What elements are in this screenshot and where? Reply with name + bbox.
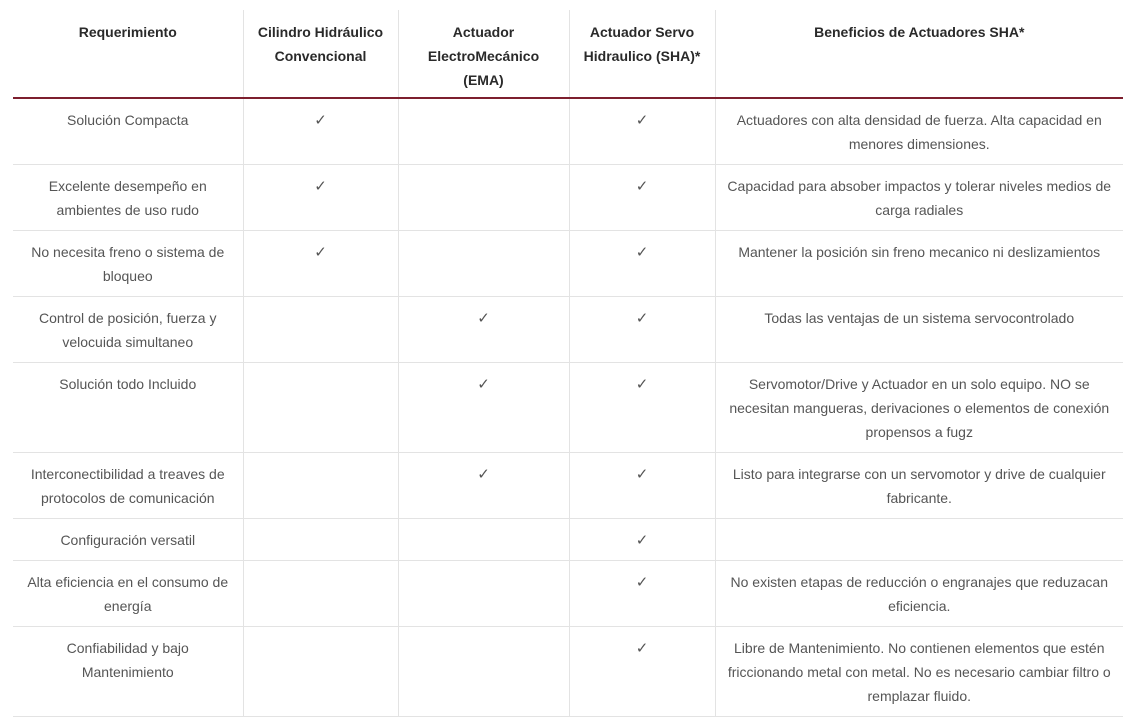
cell-benefit: Listo para integrarse con un servomotor y drive de cualquier fabricante. [715, 453, 1123, 519]
check-icon-cilindro [243, 297, 398, 363]
check-icon-sha: ✓ [569, 231, 715, 297]
check-icon-sha: ✓ [569, 561, 715, 627]
table-row [13, 561, 1123, 627]
check-icon-sha: ✓ [569, 627, 715, 717]
header-requerimiento: Requerimiento [13, 10, 243, 98]
check-icon-cilindro [243, 627, 398, 717]
cell-requirement: Excelente desempeño en ambientes de uso rudo [13, 165, 243, 231]
cell-requirement: Configuración versatil [13, 519, 243, 561]
check-icon-cilindro [243, 453, 398, 519]
table-row [13, 297, 1123, 363]
check-icon-cilindro [243, 519, 398, 561]
header-actuador-sha: Actuador Servo Hidraulico (SHA)* [569, 10, 715, 98]
cell-benefit: Servomotor/Drive y Actuador en un solo equipo. NO se necesitan mangueras, derivaciones o elementos de conexión propensos a fugz [715, 363, 1123, 453]
check-icon-sha: ✓ [569, 363, 715, 453]
cell-requirement: Confiabilidad y bajo Mantenimiento [13, 627, 243, 717]
cell-benefit: Todas las ventajas de un sistema servocontrolado [715, 297, 1123, 363]
table-row [13, 363, 1123, 453]
check-icon-cilindro [243, 561, 398, 627]
cell-requirement: Interconectibilidad a treaves de protocolos de comunicación [13, 453, 243, 519]
table-row [13, 453, 1123, 519]
header-row [13, 10, 1123, 98]
table-row [13, 627, 1123, 717]
cell-benefit: No existen etapas de reducción o engranajes que reduzacan eficiencia. [715, 561, 1123, 627]
cell-benefit [715, 519, 1123, 561]
table-body [13, 98, 1123, 717]
cell-requirement: Alta eficiencia en el consumo de energía [13, 561, 243, 627]
cell-benefit: Actuadores con alta densidad de fuerza. Alta capacidad en menores dimensiones. [715, 98, 1123, 165]
check-icon-ema [398, 98, 569, 165]
cell-requirement: No necesita freno o sistema de bloqueo [13, 231, 243, 297]
check-icon-sha: ✓ [569, 453, 715, 519]
check-icon-ema [398, 519, 569, 561]
check-icon-ema: ✓ [398, 297, 569, 363]
cell-requirement: Solución todo Incluido [13, 363, 243, 453]
check-icon-ema [398, 231, 569, 297]
cell-requirement: Control de posición, fuerza y velocuida simultaneo [13, 297, 243, 363]
check-icon-ema [398, 627, 569, 717]
cell-benefit: Mantener la posición sin freno mecanico ni deslizamientos [715, 231, 1123, 297]
table-row [13, 519, 1123, 561]
check-icon-ema: ✓ [398, 453, 569, 519]
check-icon-cilindro: ✓ [243, 98, 398, 165]
check-icon-cilindro [243, 363, 398, 453]
check-icon-ema [398, 165, 569, 231]
header-actuador-ema: Actuador ElectroMecánico (EMA) [398, 10, 569, 98]
check-icon-ema: ✓ [398, 363, 569, 453]
cell-benefit: Libre de Mantenimiento. No contienen elementos que estén friccionando metal con metal. No es necesario cambiar filtro o remplazar fluido. [715, 627, 1123, 717]
comparison-table [13, 10, 1123, 717]
check-icon-ema [398, 561, 569, 627]
check-icon-cilindro: ✓ [243, 165, 398, 231]
cell-requirement: Solución Compacta [13, 98, 243, 165]
table-row [13, 231, 1123, 297]
check-icon-sha: ✓ [569, 519, 715, 561]
table-row [13, 165, 1123, 231]
header-cilindro-hidraulico: Cilindro Hidráulico Convencional [243, 10, 398, 98]
check-icon-cilindro: ✓ [243, 231, 398, 297]
check-icon-sha: ✓ [569, 297, 715, 363]
cell-benefit: Capacidad para absober impactos y tolerar niveles medios de carga radiales [715, 165, 1123, 231]
check-icon-sha: ✓ [569, 98, 715, 165]
check-icon-sha: ✓ [569, 165, 715, 231]
table-header [13, 10, 1123, 98]
header-beneficios-sha: Beneficios de Actuadores SHA* [715, 10, 1123, 98]
comparison-table-container [13, 10, 1123, 717]
table-row [13, 98, 1123, 165]
